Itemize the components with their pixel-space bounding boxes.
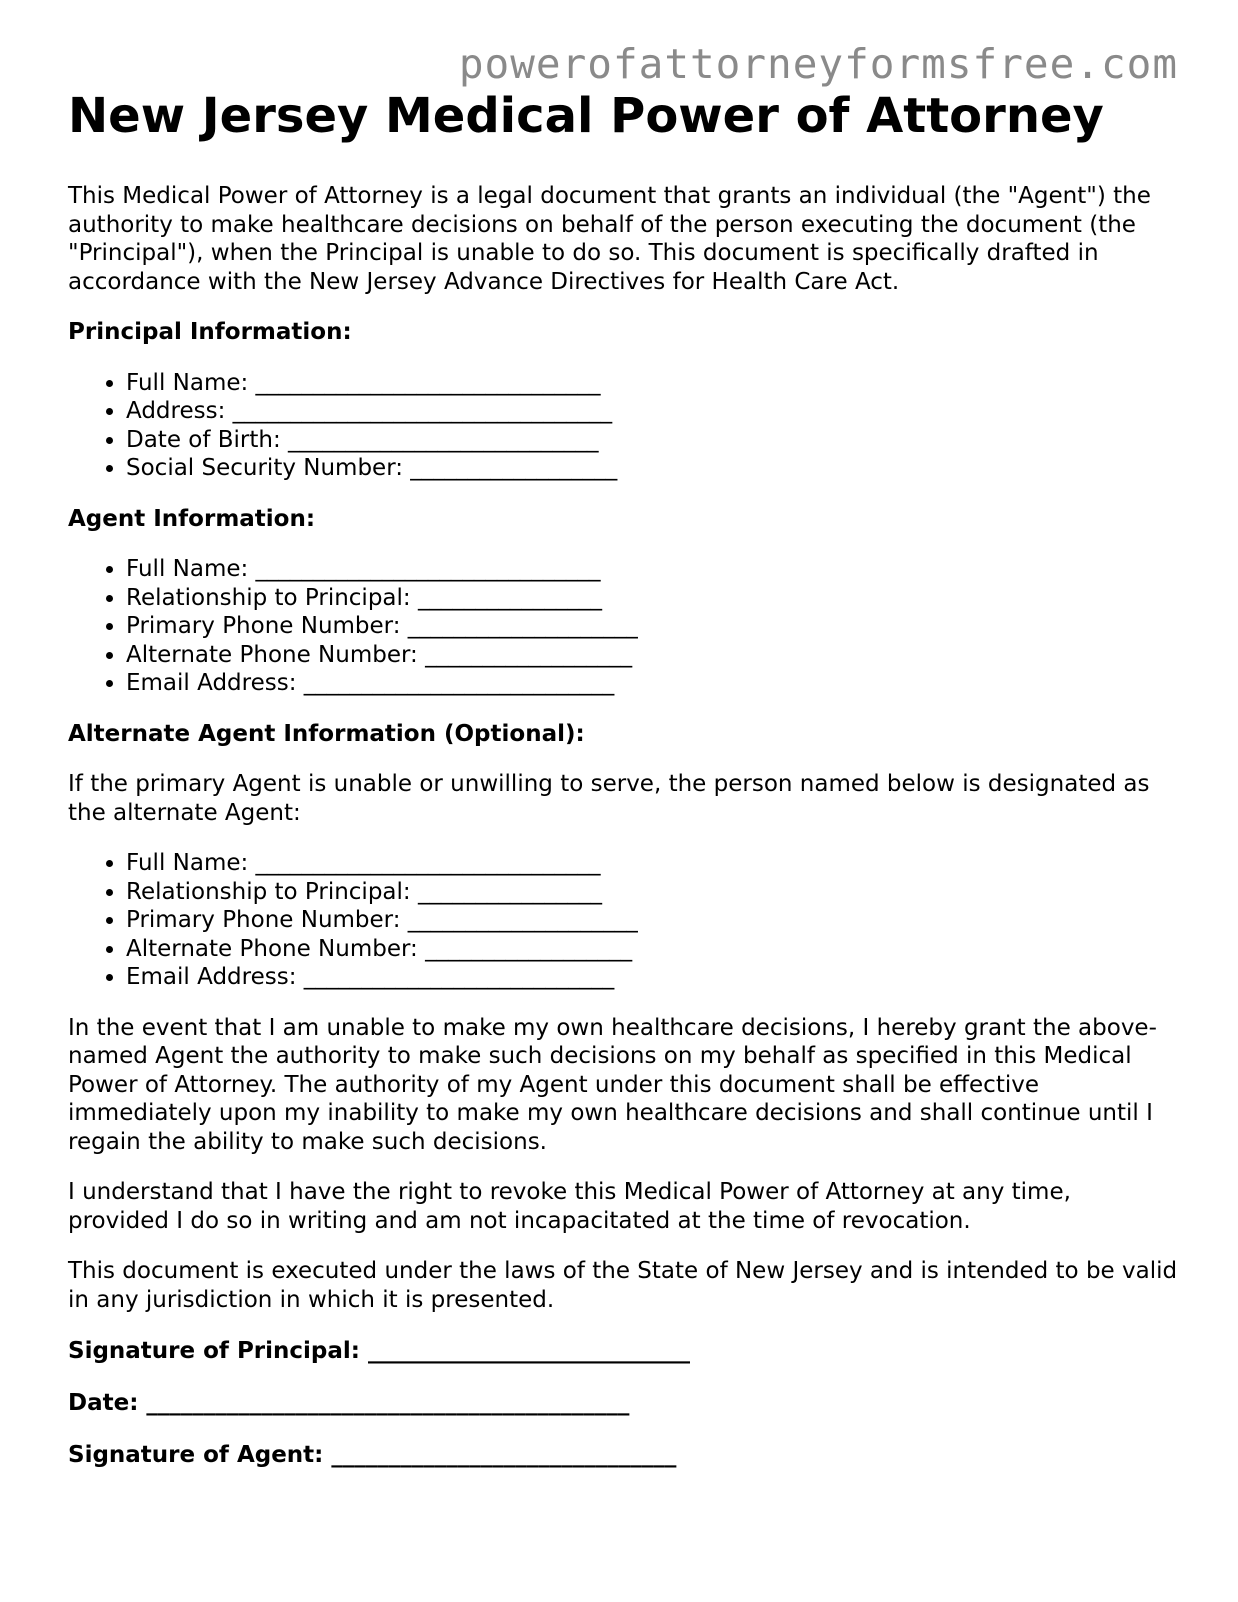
jurisdiction-paragraph: This document is executed under the laws of the State of New Jersey and is intended to be valid in any jurisdiction in which it is presented. [68, 1258, 1178, 1313]
principal-dob-field: • Date of Birth: ___________________________ [126, 426, 1178, 455]
agent-primary-phone-field: • Primary Phone Number: ____________________ [126, 612, 1178, 641]
agent-email-field: • Email Address: ___________________________ [126, 669, 1178, 698]
principal-heading: Principal Information: [68, 319, 352, 345]
agent-signature-line: Signature of Agent: ______________________________ [68, 1442, 677, 1468]
watermark: powerofattorneyformsfree.com [458, 40, 1178, 88]
alternate-agent-intro: If the primary Agent is unable or unwilling to serve, the person named below is designated as the alternate Agent: [68, 771, 1150, 826]
principal-full-name-field: • Full Name: ______________________________ [126, 369, 1178, 398]
grant-authority-paragraph: In the event that I am unable to make my own healthcare decisions, I hereby grant the above-named Agent the authority to make such decisions on my behalf as specified in this Medical Power of Attorney. The authority of my Agent under this document shall be effective immediately upon my inability to make my own healthcare decisions and shall continue until I regain the ability to make such decisions. [68, 1014, 1157, 1155]
date-line: Date: __________________________________________ [68, 1390, 630, 1416]
revocation-paragraph: I understand that I have the right to revoke this Medical Power of Attorney at any time, provided I do so in writing and am not incapacitated at the time of revocation. [68, 1179, 1071, 1234]
agent-fields [68, 555, 1178, 698]
alternate-relationship-field: • Relationship to Principal: ________________ [126, 878, 1178, 907]
intro-paragraph: This Medical Power of Attorney is a legal document that grants an individual (the "Agent") the authority to make healthcare decisions on behalf of the person executing the document (the "Principal"), when the Principal is unable to do so. This document is specifically drafted in accordance with the New Jersey Advance Directives for Health Care Act. [68, 183, 1151, 295]
alternate-alternate-phone-field: • Alternate Phone Number: __________________ [126, 935, 1178, 964]
principal-address-field: • Address: _________________________________ [126, 397, 1178, 426]
alternate-agent-heading: Alternate Agent Information (Optional): [68, 720, 585, 747]
principal-ssn-field: • Social Security Number: __________________ [126, 454, 1178, 483]
principal-fields [68, 369, 1178, 483]
agent-relationship-field: • Relationship to Principal: ________________ [126, 584, 1178, 613]
agent-alternate-phone-field: • Alternate Phone Number: __________________ [126, 641, 1178, 670]
agent-heading: Agent Information: [68, 505, 316, 532]
principal-signature-line: Signature of Principal: ____________________________ [68, 1338, 690, 1364]
document [68, 84, 1178, 1492]
alternate-email-field: • Email Address: ___________________________ [126, 963, 1178, 992]
alternate-primary-phone-field: • Primary Phone Number: ____________________ [126, 906, 1178, 935]
agent-full-name-field: • Full Name: ______________________________ [126, 555, 1178, 584]
alternate-agent-fields [68, 849, 1178, 992]
document-title: New Jersey Medical Power of Attorney [68, 88, 1104, 144]
alternate-full-name-field: • Full Name: ______________________________ [126, 849, 1178, 878]
